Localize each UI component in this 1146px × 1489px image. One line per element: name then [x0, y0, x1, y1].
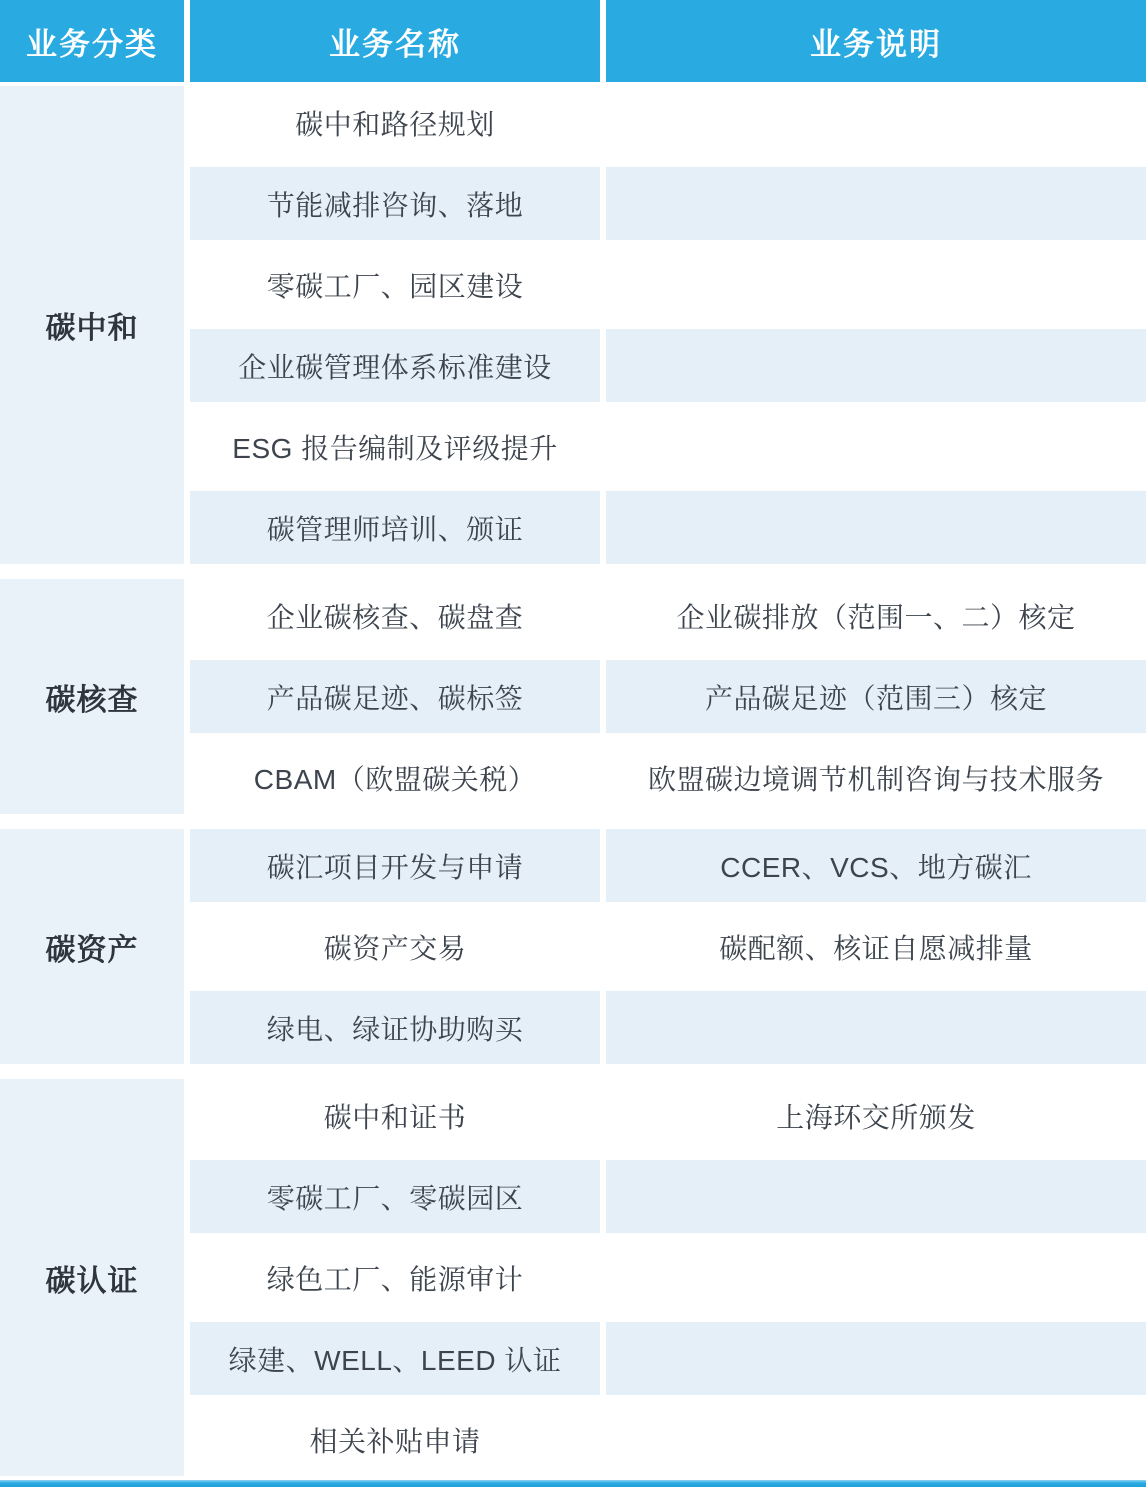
header-service-description: 业务说明 [606, 0, 1146, 82]
service-name-cell: 碳中和证书 [190, 1079, 600, 1152]
category-group-3 [0, 829, 1146, 1064]
service-name-cell: 产品碳足迹、碳标签 [190, 660, 600, 733]
service-description-cell: 上海环交所颁发 [606, 1079, 1146, 1152]
service-name-cell: 碳中和路径规划 [190, 86, 600, 159]
header-category: 业务分类 [0, 0, 184, 82]
service-name-cell: 碳管理师培训、颁证 [190, 491, 600, 564]
service-name-cell: 相关补贴申请 [190, 1403, 600, 1476]
table-body [0, 86, 1146, 1476]
service-description-cell [606, 1322, 1146, 1395]
service-name-cell: 碳资产交易 [190, 910, 600, 983]
table-header [0, 0, 1146, 82]
service-description-cell: 产品碳足迹（范围三）核定 [606, 660, 1146, 733]
service-description-cell: CCER、VCS、地方碳汇 [606, 829, 1146, 902]
bottom-accent-bar [0, 1480, 1146, 1487]
service-name-cell: 企业碳核查、碳盘查 [190, 579, 600, 652]
service-name-cell: ESG 报告编制及评级提升 [190, 410, 600, 483]
service-description-cell [606, 491, 1146, 564]
service-description-cell: 企业碳排放（范围一、二）核定 [606, 579, 1146, 652]
service-description-cell [606, 410, 1146, 483]
service-description-cell [606, 329, 1146, 402]
service-name-cell: CBAM（欧盟碳关税） [190, 741, 600, 814]
service-description-cell [606, 86, 1146, 159]
category-group-2 [0, 579, 1146, 814]
category-cell: 碳资产 [0, 829, 184, 1064]
service-name-cell: 绿建、WELL、LEED 认证 [190, 1322, 600, 1395]
service-description-cell [606, 248, 1146, 321]
category-cell: 碳核查 [0, 579, 184, 814]
service-name-cell: 绿电、绿证协助购买 [190, 991, 600, 1064]
category-group-1 [0, 86, 1146, 564]
service-name-cell: 企业碳管理体系标准建设 [190, 329, 600, 402]
service-description-cell [606, 1403, 1146, 1476]
category-cell: 碳认证 [0, 1079, 184, 1476]
service-name-cell: 节能减排咨询、落地 [190, 167, 600, 240]
service-description-cell [606, 1160, 1146, 1233]
category-cell: 碳中和 [0, 86, 184, 564]
service-description-cell: 碳配额、核证自愿减排量 [606, 910, 1146, 983]
service-description-cell [606, 991, 1146, 1064]
service-name-cell: 零碳工厂、园区建设 [190, 248, 600, 321]
category-group-4 [0, 1079, 1146, 1476]
service-name-cell: 零碳工厂、零碳园区 [190, 1160, 600, 1233]
header-service-name: 业务名称 [190, 0, 600, 82]
service-description-cell: 欧盟碳边境调节机制咨询与技术服务 [606, 741, 1146, 814]
service-name-cell: 绿色工厂、能源审计 [190, 1241, 600, 1314]
service-description-cell [606, 1241, 1146, 1314]
service-description-cell [606, 167, 1146, 240]
service-name-cell: 碳汇项目开发与申请 [190, 829, 600, 902]
